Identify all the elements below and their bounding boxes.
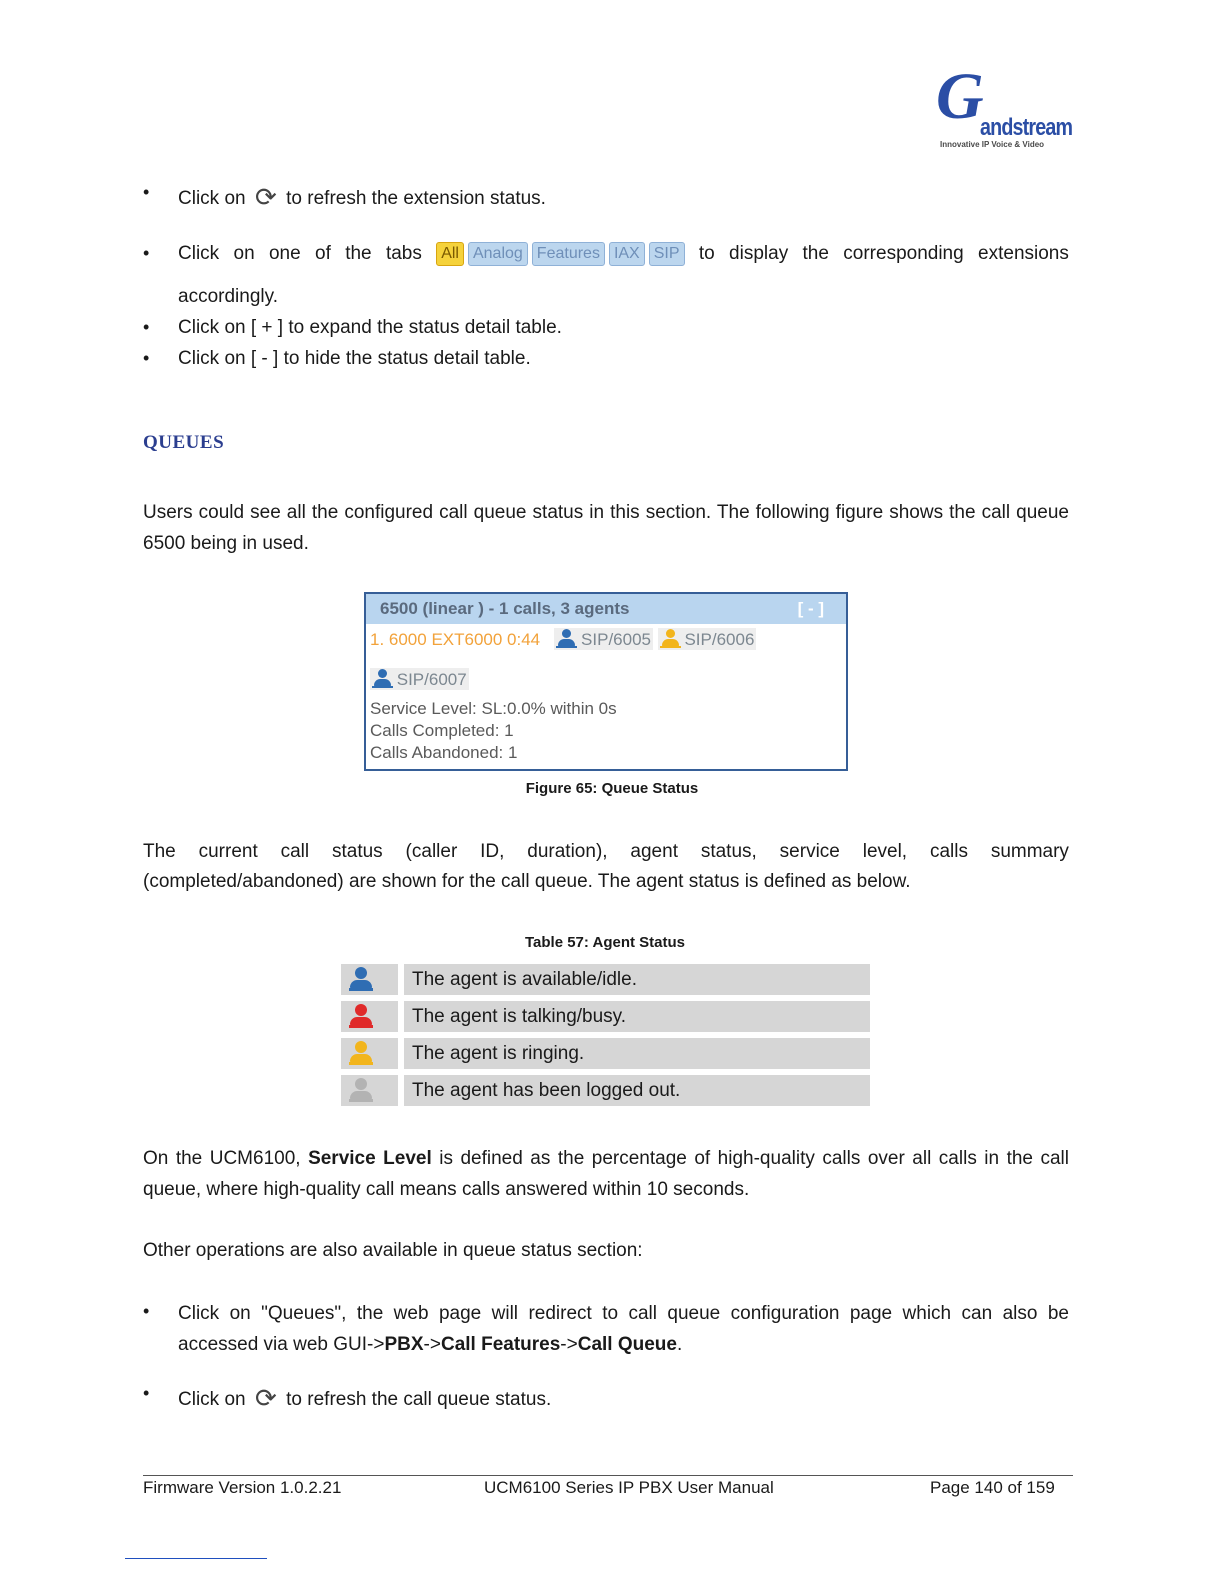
agent-ringing-icon <box>660 628 680 648</box>
text: to refresh the extension status. <box>286 188 546 209</box>
queue-title: 6500 (linear ) - 1 calls, 3 agents <box>380 599 630 618</box>
intro-paragraph: Users could see all the configured call queue status in this section. The following figure shows the call queue 6500 being in used. <box>143 502 1069 554</box>
agent-label: SIP/6006 <box>684 630 755 649</box>
caller-info: 1. 6000 EXT6000 0:44 <box>370 630 541 649</box>
table-row <box>341 1038 870 1069</box>
word: agent <box>630 841 678 862</box>
footer-rule <box>143 1475 1073 1476</box>
word: of <box>315 243 331 264</box>
icon-cell <box>341 964 398 995</box>
word: call <box>280 841 310 862</box>
tab-iax: IAX <box>609 242 645 266</box>
footer-title: UCM6100 Series IP PBX User Manual <box>484 1478 774 1497</box>
other-ops-paragraph: Other operations are also available in queue status section: <box>143 1240 643 1261</box>
word: corresponding <box>843 243 964 264</box>
footer-page: Page 140 of 159 <box>930 1478 1055 1497</box>
word: extensions <box>978 243 1069 264</box>
word: calls <box>929 841 968 862</box>
bullet <box>143 1301 153 1323</box>
agent-label: SIP/6005 <box>581 630 651 649</box>
status-text: The agent is ringing. <box>404 1038 870 1069</box>
service-level-paragraph <box>143 1143 1069 1205</box>
word: duration), <box>527 841 608 862</box>
refresh-extension-item <box>178 182 546 213</box>
word: The <box>143 841 176 862</box>
agent-available-icon <box>372 668 392 688</box>
collapse-toggle: [ - ] <box>797 599 824 618</box>
word: Click <box>178 243 220 264</box>
icon-cell <box>341 1075 398 1106</box>
agent-status-table <box>341 964 870 1112</box>
section-title: QUEUES <box>143 432 225 453</box>
text: accessed via web GUI-> <box>178 1334 385 1355</box>
word: level, <box>862 841 908 862</box>
word: summary <box>990 841 1069 862</box>
agent-chip <box>370 668 469 690</box>
status-paragraph-line2: (completed/abandoned) are shown for the call queue. The agent status is defined as below. <box>143 871 911 892</box>
table-row <box>341 1075 870 1106</box>
tab-analog: Analog <box>468 242 528 266</box>
word: service <box>779 841 840 862</box>
logo-tagline: Innovative IP Voice & Video <box>940 140 1045 149</box>
word: on <box>233 243 255 264</box>
table-caption: Table 57: Agent Status <box>524 934 686 951</box>
expand-item: Click on [ + ] to expand the status detail table. <box>178 317 562 338</box>
text: Click on <box>178 188 246 209</box>
text: On the UCM6100, <box>143 1148 301 1169</box>
text: Click on "Queues", the web page will redirect to call queue configuration page which can also be <box>178 1303 1069 1324</box>
logo-wordmark: andstream <box>980 114 1073 141</box>
calls-abandoned: Calls Abandoned: 1 <box>370 743 518 762</box>
figure-caption: Figure 65: Queue Status <box>525 780 699 797</box>
agent-ringing-icon <box>349 1041 373 1065</box>
refresh-icon: ⟳ <box>254 182 277 212</box>
word: the <box>802 243 829 264</box>
text: . <box>676 1334 683 1355</box>
tab-all: All <box>436 242 464 266</box>
queues-item <box>178 1298 1069 1360</box>
word: status, <box>700 841 757 862</box>
word: ID, <box>480 841 505 862</box>
status-text: The agent is available/idle. <box>404 964 870 995</box>
word: one <box>268 243 301 264</box>
logo-mark: G <box>936 60 984 133</box>
bullet <box>143 317 153 339</box>
agent-available-icon <box>556 628 576 648</box>
tabs-item <box>178 236 1069 272</box>
word: tabs <box>385 243 422 264</box>
word: display <box>729 243 789 264</box>
table-row <box>341 964 870 995</box>
icon-cell <box>341 1001 398 1032</box>
grandstream-logo <box>936 60 1073 154</box>
bullet <box>143 243 153 265</box>
text: to refresh the call queue status. <box>286 1389 552 1410</box>
tab-features: Features <box>532 242 605 266</box>
word: current <box>198 841 258 862</box>
icon-cell <box>341 1038 398 1069</box>
word: to <box>698 243 715 264</box>
footer-firmware: Firmware Version 1.0.2.21 <box>143 1478 342 1497</box>
queue-body <box>370 628 756 764</box>
refresh-queue-item <box>178 1383 551 1414</box>
tabs-item-cont: accordingly. <box>178 286 278 307</box>
text: -> <box>423 1334 441 1355</box>
calls-completed: Calls Completed: 1 <box>370 721 514 740</box>
menu-path-call-queue: Call Queue <box>577 1334 677 1355</box>
word: the <box>345 243 372 264</box>
bold-term: Service Level <box>308 1148 432 1169</box>
agent-chip <box>554 628 653 650</box>
agent-available-icon <box>349 967 373 991</box>
status-text: The agent has been logged out. <box>404 1075 870 1106</box>
text: Click on <box>178 1389 246 1410</box>
menu-path-call-features: Call Features <box>440 1334 561 1355</box>
bullet <box>143 348 153 370</box>
service-level: Service Level: SL:0.0% within 0s <box>370 699 617 718</box>
text: is defined as the percentage of high-quality calls over all calls in the call queue, where high-quality call means calls answered within 10 seconds. <box>143 1148 1070 1200</box>
tab-sip: SIP <box>649 242 685 266</box>
bullet <box>143 1383 153 1405</box>
refresh-icon: ⟳ <box>254 1383 277 1413</box>
queue-header <box>366 594 846 624</box>
hide-item: Click on [ - ] to hide the status detail table. <box>178 348 531 369</box>
bullet <box>143 182 153 204</box>
bottom-line <box>125 1558 267 1559</box>
table-row <box>341 1001 870 1032</box>
status-text: The agent is talking/busy. <box>404 1001 870 1032</box>
menu-path-pbx: PBX <box>384 1334 424 1355</box>
agent-label: SIP/6007 <box>396 670 467 689</box>
agent-chip <box>658 628 757 650</box>
word: (caller <box>405 841 458 862</box>
agent-busy-icon <box>349 1004 373 1028</box>
text: -> <box>560 1334 578 1355</box>
queue-status-figure <box>364 592 848 771</box>
extension-tabs <box>436 242 684 266</box>
status-paragraph-line1 <box>143 838 1069 866</box>
word: status <box>331 841 383 862</box>
agent-logged-out-icon <box>349 1078 373 1102</box>
